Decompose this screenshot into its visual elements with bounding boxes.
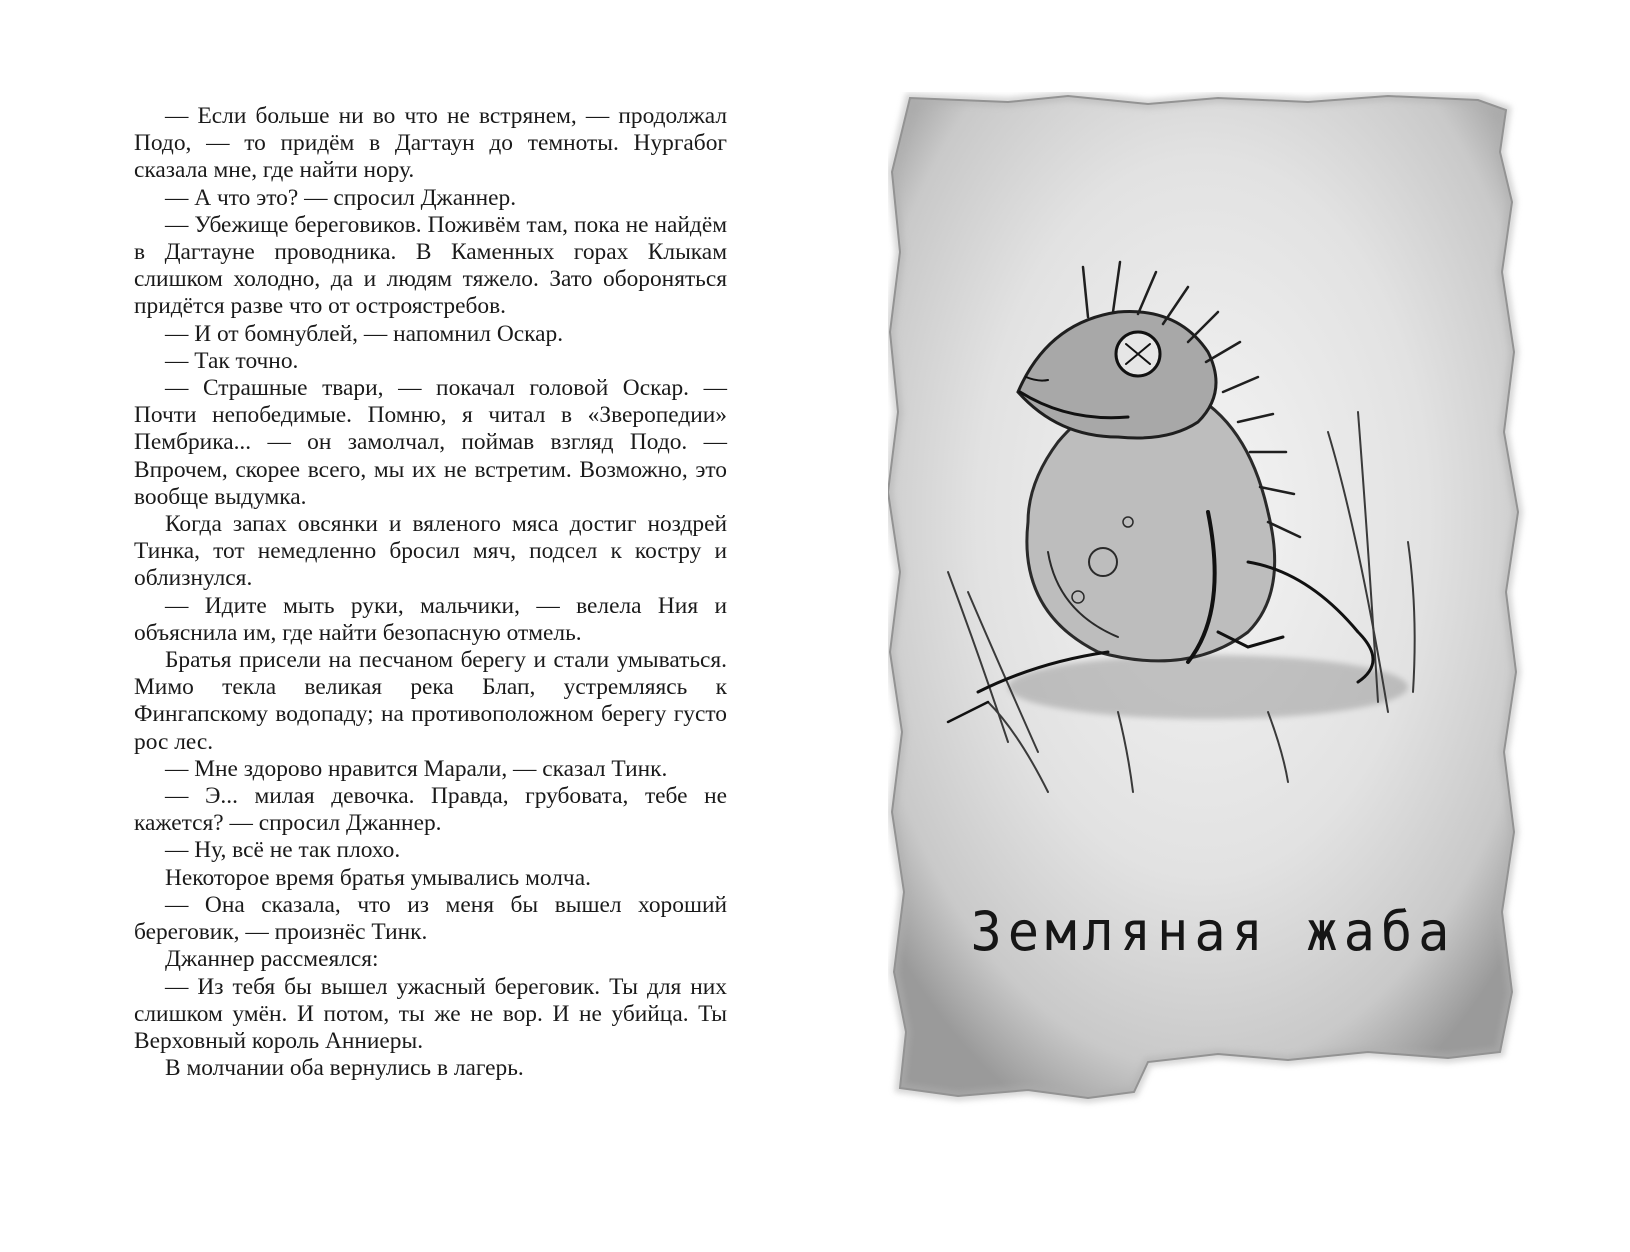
paragraph: — Если больше ни во что не встрянем, — продолжал Подо, — то придём в Дагтаун до темноты. Нургабог сказала мне, где найти нору.	[134, 103, 727, 184]
paragraph: В молчании оба вернулись в лагерь.	[165, 1055, 524, 1082]
paragraph: — Так точно.	[165, 347, 299, 374]
paragraph: — И от бомнублей, — напомнил Оскар.	[165, 320, 564, 347]
paragraph: Братья присели на песчаном берегу и стали умываться. Мимо текла великая река Блап, устремляясь к Фингапскому водопаду; на противоположном берегу густо рос лес.	[134, 647, 727, 755]
paragraph: — Она сказала, что из меня бы вышел хороший береговик, — произнёс Тинк.	[134, 891, 727, 946]
paragraph: Джаннер рассмеялся:	[165, 946, 379, 973]
paragraph: — Убежище береговиков. Поживём там, пока не найдём в Дагтауне проводника. В Каменных горах Клыкам слишком холодно, да и людям тяжело. Зато обороняться придётся разве что от остроястребов.	[134, 211, 727, 320]
paragraph: — Страшные твари, — покачал головой Оскар. — Почти непобедимые. Помню, я читал в «Зверопедии» Пембрика... — он замолчал, поймав взгляд Подо. — Впрочем, скорее всего, мы их не встретим. Возможно, это вообще выдумка.	[134, 375, 727, 510]
paragraph: Некоторое время братья умывались молча.	[165, 864, 591, 891]
illustration-caption: Земляная жаба	[970, 900, 1456, 964]
paragraph: — Идите мыть руки, мальчики, — велела Ния и объяснила им, где найти безопасную отмель.	[134, 592, 727, 646]
paragraph: Когда запах овсянки и вяленого мяса достиг ноздрей Тинка, тот немедленно бросил мяч, подсел к костру и облизнулся.	[134, 511, 727, 592]
paragraph: — Из тебя бы вышел ужасный береговик. Ты для них слишком умён. И потом, ты же не вор. И не убийца. Ты Верховный король Анниеры.	[134, 973, 727, 1054]
paragraph: — А что это? — спросил Джаннер.	[165, 184, 517, 211]
paragraph: — Мне здорово нравится Марали, — сказал Тинк.	[165, 755, 668, 782]
illustration-plate	[888, 92, 1538, 1112]
left-page-text	[134, 103, 727, 1082]
paragraph: — Ну, всё не так плохо.	[165, 837, 401, 864]
paragraph: — Э... милая девочка. Правда, грубовата, тебе не кажется? — спросил Джаннер.	[134, 783, 727, 837]
